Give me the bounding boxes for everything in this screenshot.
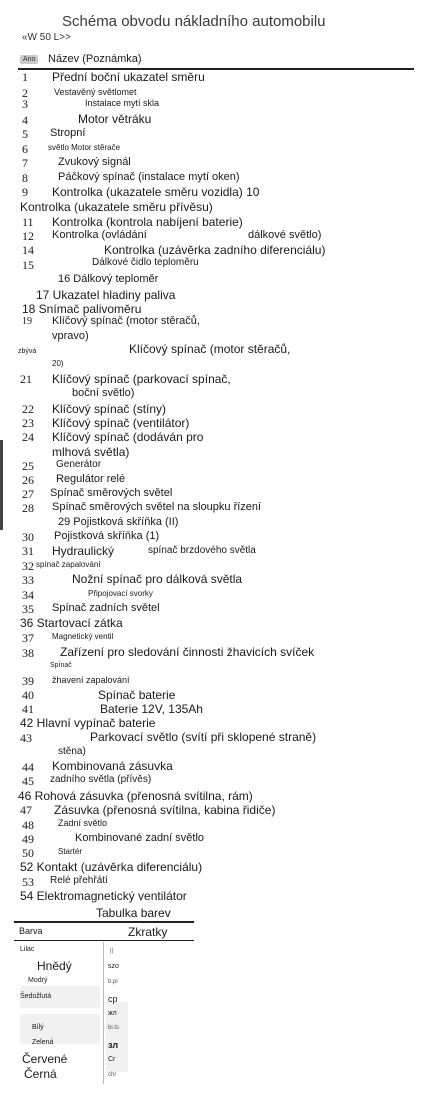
color-name: Bílý [32, 1024, 44, 1031]
item-text: Dálkové čidlo teploměru [92, 257, 199, 268]
item-text: 29 Pojistková skříňka (II) [58, 516, 179, 528]
item-text: Baterie 12V, 135Ah [100, 702, 203, 716]
item-text-continued: vpravo) [52, 330, 89, 342]
color-table-divider [103, 942, 104, 1084]
item-number: 15 [22, 258, 34, 272]
item-text: 17 Ukazatel hladiny paliva [36, 288, 176, 302]
color-table-title: Tabulka barev [96, 906, 171, 920]
item-text: Magnetický ventil [52, 632, 114, 641]
item-number: 2 [22, 86, 28, 100]
color-abbr: chr [108, 1072, 117, 1078]
item-number: 30 [22, 530, 34, 544]
item-number: 31 [22, 544, 34, 558]
item-text: Klíčový spínač (motor stěračů, [129, 342, 291, 356]
item-number: 27 [22, 487, 34, 501]
item-number: 48 [22, 818, 34, 832]
item-text-continued: dálkové světlo) [248, 229, 322, 241]
color-name: Zelená [32, 1039, 54, 1046]
item-text: 16 Dálkový teploměr [58, 273, 159, 285]
color-name: Červené [22, 1052, 68, 1066]
color-table-top-rule [14, 921, 194, 923]
item-text: 18 Snímač palivoměru [22, 302, 142, 316]
item-number: 47 [20, 803, 32, 817]
item-text: Nožní spínač pro dálková světla [72, 572, 243, 586]
item-number: 9 [22, 185, 28, 199]
color-abbr: Cr [108, 1056, 116, 1063]
item-number: 26 [22, 473, 34, 487]
item-number: 3 [22, 97, 28, 111]
item-text: Relé přehřátí [50, 875, 108, 886]
item-number: 6 [22, 142, 28, 156]
color-name: Lilac [20, 946, 35, 953]
item-number: 38 [22, 646, 34, 660]
item-text: Zásuvka (přenosná svítilna, kabina řidiče) [54, 803, 276, 817]
item-number: 7 [22, 156, 28, 170]
color-table-header-rule [14, 940, 194, 941]
item-text: Generátor [56, 459, 102, 470]
item-text: Připojovací svorky [88, 589, 153, 598]
item-number: 45 [22, 774, 34, 788]
item-text: Vestavěný světlomet [54, 87, 137, 97]
item-text: světlo Motor stěrače [48, 143, 121, 152]
item-text: Spínač zadních světel [52, 602, 160, 614]
item-number: 11 [22, 215, 34, 229]
item-text: Instalace mytí skla [85, 98, 160, 108]
item-text: Páčkový spínač (instalace mytí oken) [58, 171, 240, 183]
item-number: 1 [22, 70, 28, 84]
color-abbr: szo [108, 963, 119, 970]
item-number: 35 [22, 602, 34, 616]
left-edge-mark [0, 440, 3, 530]
item-text: Parkovací světlo (svítí při sklopené straně) [90, 730, 317, 744]
color-abbr: жл [108, 1010, 117, 1017]
abbreviation-column-header: Zkratky [128, 925, 168, 939]
header-name: Název (Poznámka) [48, 53, 142, 65]
item-text: Zařízení pro sledování činnosti žhavicích svíček [60, 645, 315, 659]
item-text: Klíčový spínač (dodáván pro [52, 430, 204, 444]
item-number: 22 [22, 402, 34, 416]
item-text: Spínač směrových světel na sloupku řízení [52, 501, 262, 513]
item-number: 41 [22, 702, 34, 716]
item-number: 37 [22, 631, 34, 645]
item-number: 44 [22, 760, 34, 774]
item-text: Zadní světlo [58, 818, 108, 828]
color-name: Černá [24, 1067, 57, 1081]
item-text: 54 Elektromagnetický ventilátor [20, 889, 187, 903]
color-abbr: cp [108, 994, 118, 1004]
item-text: zbývá [18, 348, 37, 355]
item-text: Zvukový signál [58, 156, 131, 168]
item-number: 34 [22, 588, 34, 602]
item-text: Spínač baterie [98, 688, 176, 702]
item-text: Kombinovaná zásuvka [52, 759, 173, 773]
item-text-continued: spínač brzdového světla [148, 545, 256, 556]
item-number: 23 [22, 416, 34, 430]
item-number: 4 [22, 113, 28, 127]
item-text: Startér [58, 847, 83, 856]
color-abbr: b.pi [108, 979, 118, 985]
item-number: 12 [22, 229, 34, 243]
page-subtitle: «W 50 L>> [22, 32, 71, 43]
item-number: 32 [22, 559, 34, 573]
item-text: zadního světla (přívěs) [50, 774, 152, 785]
item-number: 5 [22, 127, 28, 141]
item-text: Kontrolka (ovládání [52, 229, 147, 241]
item-text-continued: mlhová světla) [52, 445, 130, 459]
item-text: žhavení zapalování [52, 675, 130, 685]
item-number: 28 [22, 501, 34, 515]
item-text: Klíčový spínač (ventilátor) [52, 416, 190, 430]
item-text: Kontrolka (ukazatele směru vozidla) 10 [52, 185, 260, 199]
item-number: 8 [22, 171, 28, 185]
item-text: Motor větráku [78, 112, 152, 126]
header-ano: Ano [20, 55, 38, 64]
item-text: Regulátor relé [56, 473, 126, 485]
item-text: 36 Startovací zátka [20, 616, 123, 630]
item-text: Klíčový spínač (parkovací spínač, [52, 372, 231, 386]
item-text: Spínač směrových světel [50, 487, 173, 499]
item-text: Kombinované zadní světlo [75, 832, 205, 844]
item-text: Kontrolka (ukazatele směru přívěsu) [20, 200, 213, 214]
color-abbr: bi.ts [108, 1025, 120, 1031]
item-text: 46 Rohová zásuvka (přenosná svítilna, rám) [18, 789, 253, 803]
item-text-continued: boční světlo) [72, 387, 135, 399]
item-text-continued: stěna) [58, 746, 86, 757]
item-text: Klíčový spínač (motor stěračů, [52, 315, 200, 327]
item-text: 42 Hlavní vypínač baterie [20, 716, 156, 730]
item-number: 49 [22, 832, 34, 846]
item-number: 14 [22, 243, 34, 257]
item-number: 33 [22, 573, 34, 587]
item-number: 25 [22, 459, 34, 473]
item-number: 40 [22, 688, 34, 702]
item-number: 53 [22, 875, 34, 889]
color-abbr: зл [108, 1040, 119, 1050]
page-title: Schéma obvodu nákladního automobilu [62, 13, 326, 30]
item-text: Kontrolka (uzávěrka zadního diferenciálu) [104, 243, 326, 257]
color-column-header: Barva [19, 926, 43, 936]
item-number: 24 [22, 430, 34, 444]
item-text-continued: 20) [52, 359, 64, 368]
item-text: Kontrolka (kontrola nabíjení baterie) [52, 215, 243, 229]
item-number: 21 [20, 372, 32, 386]
color-name: Modrý [28, 977, 48, 984]
item-number: 19 [22, 316, 32, 327]
item-text: Spínač [50, 662, 72, 669]
item-number: 43 [20, 731, 32, 745]
color-abbr: || [110, 948, 114, 954]
item-text: Pojistková skříňka (1) [54, 530, 160, 542]
item-text: 52 Kontakt (uzávěrka diferenciálu) [20, 860, 203, 874]
item-text: Stropní [50, 127, 86, 139]
color-name: Šedožlutá [20, 993, 52, 1000]
item-number: 39 [22, 674, 34, 688]
item-text: Přední boční ukazatel směru [52, 70, 205, 84]
color-name: Hnědý [37, 959, 72, 973]
item-number: 50 [22, 846, 34, 860]
item-text: Klíčový spínač (stíny) [52, 402, 167, 416]
item-text: spínač zapalování [36, 560, 101, 569]
item-text: Hydraulický [52, 544, 115, 558]
